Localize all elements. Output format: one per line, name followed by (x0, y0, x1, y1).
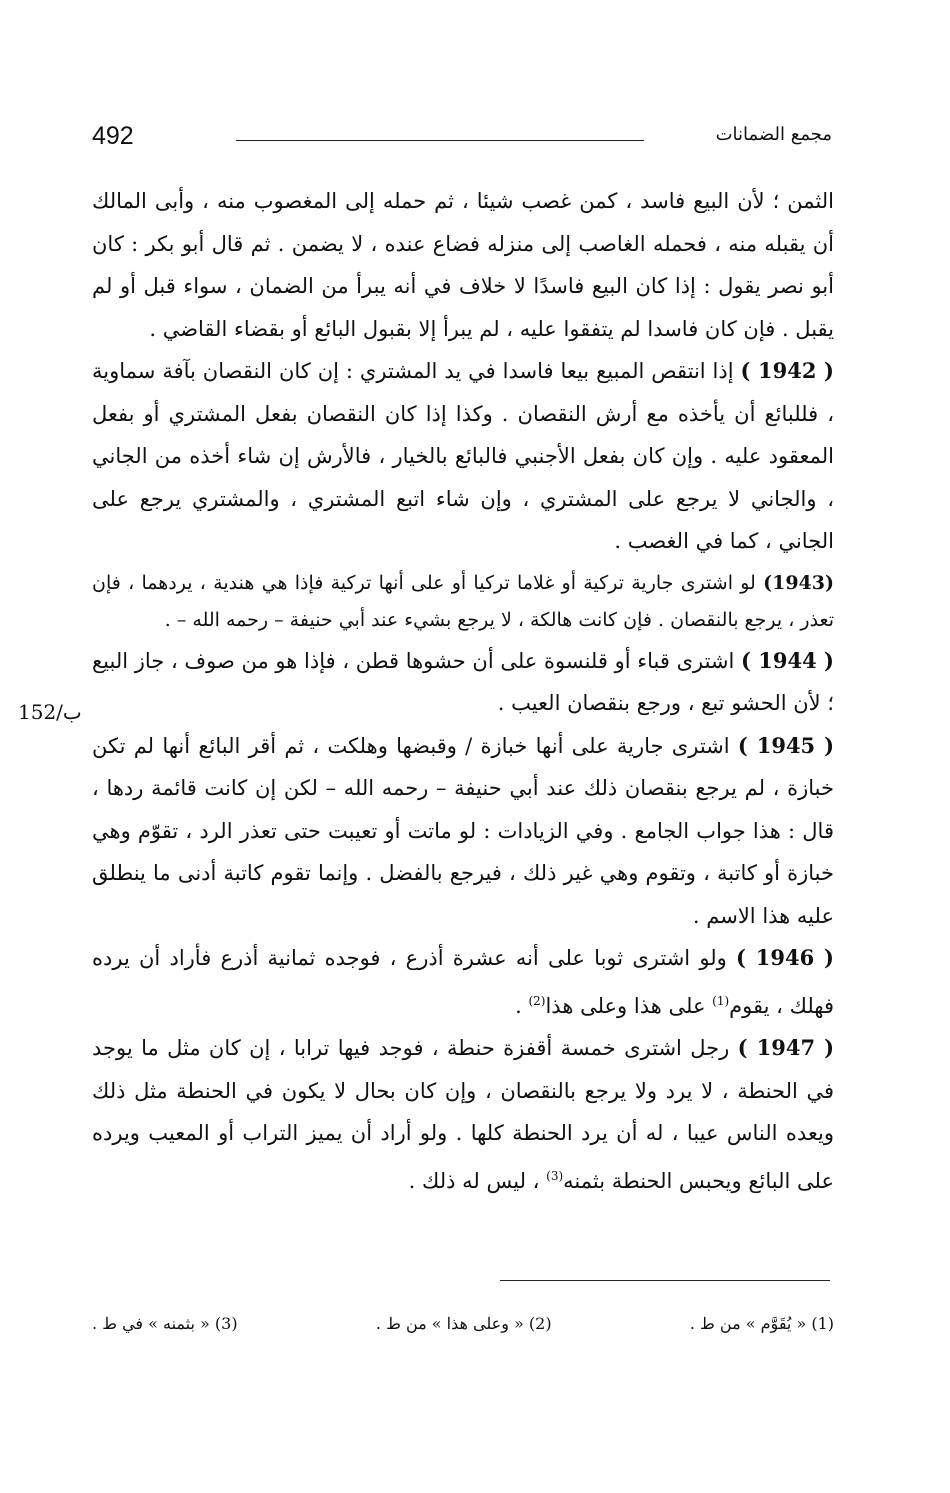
running-title: مجمع الضمانات (715, 124, 832, 145)
paragraph-text: الثمن ؛ لأن البيع فاسد ، كمن غصب شيئا ، ثم حمله إلى المغصوب منه ، وأبى المالك أن يقبله منه ، فحمله الغاصب إلى منزله فضاع عنده ، لا يضمن . ثم قال أبو بكر : كان أبو نصر يقول : إذا كان البيع فاسدًا لا خلاف في أنه يبرأ من الضمان ، سواء قبل أو لم يقبل . فإن كان فاسدا لم يتفقوا عليه ، لم يبرأ إلا بقبول البائع أو بقضاء القاضي . (92, 189, 834, 341)
paragraph-1947 (92, 1027, 834, 1202)
header-rule (236, 140, 644, 141)
issue-number: ( 1944 ) (741, 647, 834, 673)
issue-number: ( 1946 ) (735, 945, 834, 970)
running-header (92, 120, 832, 160)
paragraph-text: لو اشترى جارية تركية أو غلاما تركيا أو على أنها تركية فإذا هي هندية ، يردهما ، فإن تعذر ، يرجع بالنقصان . فإن كانت هالكة ، لا يرجع بشيء عند أبي حنيفة – رحمه الله – . (92, 571, 834, 631)
issue-number: ( 1947 ) (737, 1035, 835, 1060)
paragraph-text: اشترى جارية على أنها خبازة / وقبضها وهلكت ، ثم أقر البائع أنها لم تكن خبازة ، لم يرجع بنقصان ذلك عند أبي حنيفة – رحمه الله – لكن إن كانت قائمة ردها ، قال : هذا جواب الجامع . وفي الزيادات : لو ماتت أو تعيبت حتى تعذر الرد ، تقوّم وهي خبازة أو كاتبة ، وتقوم وهي غير ذلك ، فيرجع بالفضل . وإنما تقوم كاتبة أدنى ما ينطلق عليه هذا الاسم . (92, 733, 834, 928)
paragraph-1943 (92, 565, 834, 640)
paragraph-text: . (515, 993, 529, 1018)
footnote-separator (500, 1280, 830, 1281)
issue-number: ( 1942 ) (740, 358, 834, 383)
paragraph-continuation (92, 180, 834, 350)
issue-number: ( 1945 ) (737, 732, 835, 758)
paragraph-1945 (92, 725, 834, 938)
footnote-2: (2) « وعلى هذا » من ط . (375, 1314, 552, 1333)
issue-number: (1943) (763, 571, 834, 594)
paragraph-1944 (92, 640, 834, 725)
paragraph-1942 (92, 350, 834, 563)
paragraph-text: على هذا وعلى هذا (545, 993, 713, 1018)
footnote-3: (3) « بثمنه » في ط . (92, 1314, 238, 1333)
paragraph-text: ، ليس له ذلك . (408, 1168, 547, 1193)
footnote-1: (1) « يُقَوَّم » من ط . (689, 1314, 834, 1333)
paragraph-1946 (92, 937, 834, 1027)
footnote-marker: (2) (528, 993, 546, 1008)
margin-folio-note: 152/ب (18, 700, 82, 724)
page-number: 492 (92, 122, 134, 150)
body-text (92, 180, 834, 1202)
paragraph-text: إذا انتقص المبيع بيعا فاسدا في يد المشتري : إن كان النقصان بآفة سماوية ، فللبائع أن يأخذه مع أرش النقصان . وكذا إذا كان النقصان بفعل المشتري أو بفعل المعقود عليه . وإن كان بفعل الأجنبي فالبائع بالخيار ، فالأرش إن شاء أخذه من الجاني ، والجاني لا يرجع على المشتري ، وإن شاء اتبع المشتري ، والمشتري يرجع على الجاني ، كما في الغصب . (92, 359, 834, 553)
paragraph-text: ولو اشترى ثوبا على أنه عشرة أذرع ، فوجده ثمانية أذرع فأراد أن يرده فهلك ، يقوم (92, 946, 834, 1018)
paragraph-text: اشترى قباء أو قلنسوة على أن حشوها قطن ، فإذا هو من صوف ، جاز البيع ؛ لأن الحشو تبع ، ورجع بنقصان العيب . (91, 648, 834, 715)
paragraph-text: رجل اشترى خمسة أقفزة حنطة ، فوجد فيها ترابا ، إن كان مثل ما يوجد في الحنطة ، لا يرد ولا يرجع بالنقصان ، وإن كان بحال لا يكون في الحنطة مثل ذلك ويعده الناس عيبا ، له أن يرد الحنطة كلها . ولو أراد أن يميز التراب أو المعيب ويرده على البائع ويحبس الحنطة بثمنه (92, 1036, 834, 1193)
footnotes (92, 1314, 834, 1333)
footnote-marker: (1) (712, 993, 730, 1008)
footnote-marker: (3) (546, 1168, 564, 1183)
